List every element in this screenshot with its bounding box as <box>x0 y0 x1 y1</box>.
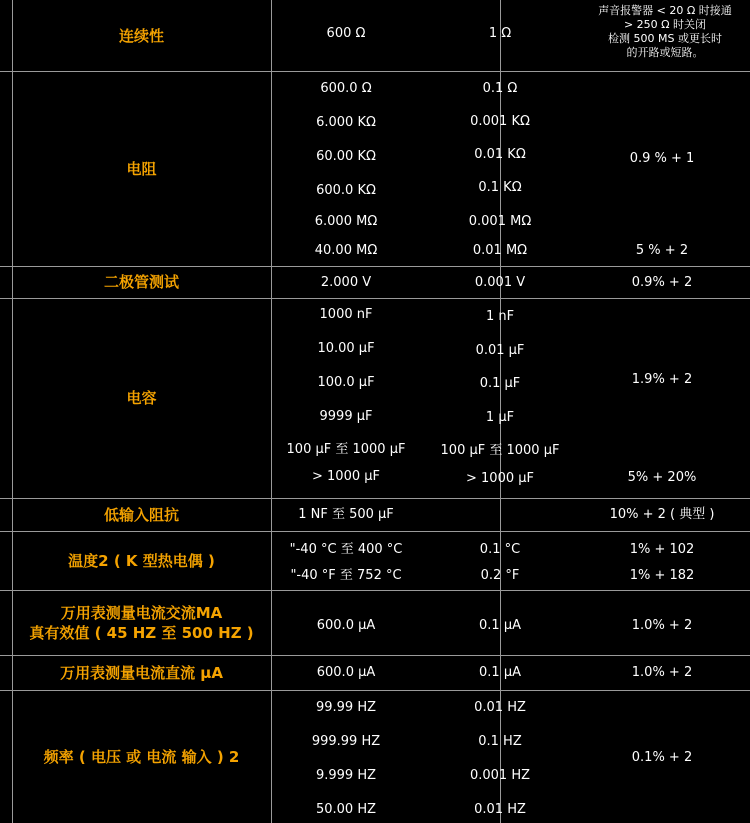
resolution-value: 0.1 HZ <box>478 734 522 749</box>
range-value: 40.00 MΩ <box>314 243 378 258</box>
row-label: 电容 <box>126 389 157 407</box>
row-low-input-impedance <box>0 498 750 531</box>
resolution-value: 0.001 HZ <box>469 768 531 783</box>
resolution-value: 100 µF 至 1000 µF <box>440 443 560 458</box>
row-label-line: 万用表测量电流交流MA <box>60 603 223 622</box>
resolution-value: 0.01 MΩ <box>472 243 528 258</box>
range-value: 600.0 KΩ <box>316 183 376 198</box>
range-value: 100.0 µF <box>317 375 375 390</box>
row-label: 二极管测试 <box>103 273 179 291</box>
accuracy-value: 5 % + 2 <box>635 243 689 258</box>
range-value: 600 Ω <box>326 26 366 41</box>
resolution-value: 0.1 Ω <box>482 81 518 96</box>
resolution-value: 0.01 µF <box>475 343 525 358</box>
row-label <box>12 590 271 655</box>
range-value: 1 NF 至 500 µF <box>298 507 394 522</box>
range-value: > 1000 µF <box>312 469 380 484</box>
range-value: 6.000 KΩ <box>316 115 376 130</box>
range-value: 100 µF 至 1000 µF <box>286 442 406 457</box>
range-value: 60.00 KΩ <box>316 149 376 164</box>
accuracy-value: 10% + 2 ( 典型 ) <box>609 507 715 522</box>
row-continuity <box>0 0 750 71</box>
resolution-value: 1 Ω <box>488 26 512 41</box>
range-value: 999.99 HZ <box>311 734 381 749</box>
range-value: 1000 nF <box>319 307 373 322</box>
note-line: > 250 Ω 时关闭 <box>623 18 707 31</box>
note-line: 声音报警器 < 20 Ω 时接通 <box>598 4 732 17</box>
row-ac-current <box>0 590 750 655</box>
row-label: 温度2 ( K 型热电偶 ) <box>68 551 215 570</box>
resolution-value: 0.001 MΩ <box>468 214 532 229</box>
accuracy-value: 0.1% + 2 <box>631 750 693 765</box>
accuracy-value: 1.0% + 2 <box>631 665 693 680</box>
row-label: 连续性 <box>118 26 164 45</box>
resolution-value: 0.2 °F <box>480 568 520 583</box>
resolution-value: > 1000 µF <box>466 471 534 486</box>
resolution-value: 1 µF <box>485 410 515 425</box>
row-label: 电阻 <box>126 159 157 178</box>
resolution-value: 0.1 KΩ <box>478 180 522 195</box>
resolution-value: 0.01 HZ <box>474 700 526 715</box>
range-value: 600.0 µA <box>316 618 376 633</box>
range-value: 99.99 HZ <box>315 700 377 715</box>
note-line: 的开路或短路。 <box>626 46 704 59</box>
accuracy-value: 1.0% + 2 <box>631 618 693 633</box>
resolution-value: 0.1 µA <box>479 618 521 633</box>
row-temperature <box>0 531 750 590</box>
range-value: 10.00 µF <box>317 341 375 356</box>
resolution-value: 0.01 KΩ <box>474 147 526 162</box>
resolution-value: 0.001 V <box>474 275 526 290</box>
range-value: 6.000 MΩ <box>314 214 378 229</box>
row-label-line: 真有效值 ( 45 HZ 至 500 HZ ) <box>29 623 254 642</box>
accuracy-value: 0.9 % + 1 <box>629 151 695 166</box>
row-frequency <box>0 690 750 823</box>
range-value: "-40 °F 至 752 °C <box>290 568 402 583</box>
resolution-value: 0.001 KΩ <box>470 114 530 129</box>
resolution-value: 1 nF <box>485 309 515 324</box>
resolution-value: 0.1 µF <box>479 376 521 391</box>
range-value: 9.999 HZ <box>315 768 377 783</box>
resolution-value: 0.01 HZ <box>474 802 526 817</box>
range-value: 50.00 HZ <box>315 802 377 817</box>
row-dc-current <box>0 655 750 690</box>
range-value: 2.000 V <box>320 275 372 290</box>
range-value: "-40 °C 至 400 °C <box>289 542 403 557</box>
row-label: 低输入阻抗 <box>103 505 179 524</box>
resolution-value: 0.1 µA <box>479 665 521 680</box>
note-line: 检测 500 MS 或更长时 <box>608 32 722 45</box>
row-capacitance <box>0 298 750 498</box>
range-value: 600.0 µA <box>316 665 376 680</box>
row-diode-test <box>0 266 750 298</box>
accuracy-value: 5% + 20% <box>627 470 697 485</box>
accuracy-value: 1.9% + 2 <box>631 372 693 387</box>
range-value: 9999 µF <box>319 409 373 424</box>
accuracy-value: 0.9% + 2 <box>631 275 693 290</box>
resolution-value: 0.1 °C <box>479 542 521 557</box>
row-label: 万用表测量电流直流 µA <box>60 663 223 682</box>
accuracy-note <box>585 4 745 60</box>
range-value: 600.0 Ω <box>320 81 372 96</box>
row-resistance <box>0 71 750 266</box>
accuracy-value: 1% + 182 <box>629 568 695 583</box>
accuracy-value: 1% + 102 <box>629 542 695 557</box>
row-label: 频率 ( 电压 或 电流 输入 ) 2 <box>43 747 240 766</box>
